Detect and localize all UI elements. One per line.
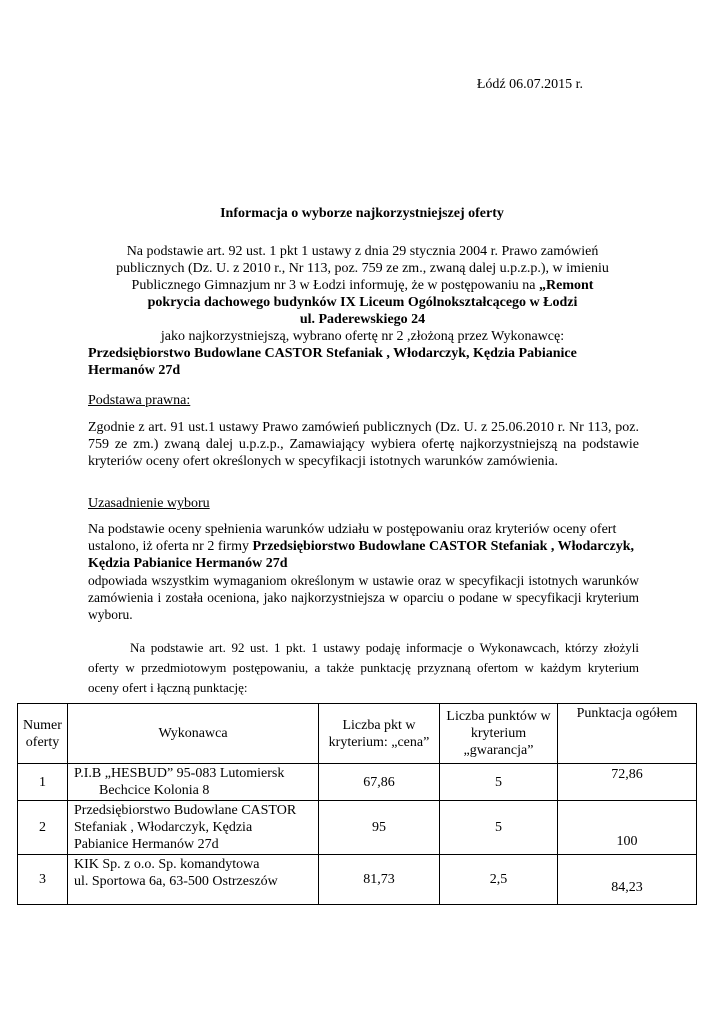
winner-line-2: Hermanów 27d	[88, 363, 181, 378]
contractor-line: Przedsiębiorstwo Budowlane CASTOR	[74, 803, 297, 818]
row-number: 1	[18, 764, 68, 801]
contractor-line: P.I.B „HESBUD” 95-083 Lutomiersk	[74, 766, 285, 781]
legal-basis-heading: Podstawa prawna:	[88, 393, 191, 408]
justification-text-1-bold: Przedsiębiorstwo Budowlane CASTOR Stefaniak , Włodarczyk, Kędzia Pabianice Hermanów 27d	[88, 539, 634, 571]
intro-paragraph	[88, 243, 637, 345]
table-row	[18, 801, 697, 855]
intro-line-1: Na podstawie art. 92 ust. 1 pkt 1 ustawy z dnia 29 stycznia 2004 r. Prawo zamówień	[126, 244, 599, 259]
legal-basis-section	[88, 392, 639, 470]
justification-section	[88, 495, 639, 623]
header-warranty-points: Liczba punktów w kryterium „gwarancja”	[440, 704, 558, 764]
row-contractor	[68, 801, 319, 855]
intro-line-3-bold: „Remont	[539, 278, 594, 293]
offers-table	[17, 703, 697, 905]
row-price-points: 67,86	[319, 764, 440, 801]
row-total-points: 84,23	[558, 855, 697, 905]
contractor-line: Bechcice Kolonia 8	[99, 783, 210, 798]
table-intro-note-text: Na podstawie art. 92 ust. 1 pkt. 1 ustawy podaję informacje o Wykonawcach, którzy złożyli oferty w przedmiotowym postępowaniu, a także punktację przyznaną ofertom w każdym kryterium oceny ofert i łączną punktację:	[88, 640, 639, 695]
table-row	[18, 855, 697, 905]
table-row	[18, 764, 697, 801]
intro-line-6: jako najkorzystniejszą, wybrano ofertę nr 2 ,złożoną przez Wykonawcę:	[160, 329, 565, 344]
contractor-line: KIK Sp. z o.o. Sp. komandytowa	[74, 857, 260, 872]
justification-text-2: odpowiada wszystkim wymaganiom określonym w ustawie oraz w specyfikacji istotnych warunków zamówienia i została oceniona, jako najkorzystniejsza w oparciu o podane w specyfikacji kryterium wyboru.	[88, 573, 639, 622]
row-number: 3	[18, 855, 68, 905]
intro-line-4: pokrycia dachowego budynków IX Liceum Ogólnokształcącego w Łodzi	[147, 295, 578, 310]
header-total-points: Punktacja ogółem	[558, 704, 697, 764]
header-price-points: Liczba pkt w kryterium: „cena”	[319, 704, 440, 764]
selected-contractor	[88, 345, 648, 379]
row-warranty-points: 5	[440, 801, 558, 855]
header-contractor: Wykonawca	[68, 704, 319, 764]
intro-line-3-text: Publicznego Gimnazjum nr 3 w Łodzi informuję, że w postępowaniu na	[131, 278, 540, 293]
justification-heading: Uzasadnienie wyboru	[88, 496, 210, 511]
header-number: Numer oferty	[18, 704, 68, 764]
row-total-points: 72,86	[558, 764, 697, 801]
row-contractor	[68, 764, 319, 801]
document-date: Łódź 06.07.2015 r.	[476, 77, 583, 92]
intro-line-2: publicznych (Dz. U. z 2010 r., Nr 113, poz. 759 ze zm., zwaną dalej u.p.z.p.), w imieniu	[116, 261, 609, 276]
row-price-points: 95	[319, 801, 440, 855]
table-intro-note	[88, 638, 639, 698]
intro-line-5: ul. Paderewskiego 24	[299, 312, 426, 327]
document-title: Informacja o wyborze najkorzystniejszej oferty	[220, 206, 504, 221]
contractor-line: Stefaniak , Włodarczyk, Kędzia	[74, 820, 253, 835]
row-price-points: 81,73	[319, 855, 440, 905]
intro-line-3	[88, 277, 637, 294]
winner-line-1: Przedsiębiorstwo Budowlane CASTOR Stefaniak , Włodarczyk, Kędzia Pabianice	[88, 346, 577, 361]
table-header-row	[18, 704, 697, 764]
row-contractor	[68, 855, 319, 905]
contractor-line: ul. Sportowa 6a, 63-500 Ostrzeszów	[74, 874, 278, 889]
row-total-points: 100	[558, 801, 697, 855]
row-warranty-points: 5	[440, 764, 558, 801]
contractor-line: Pabianice Hermanów 27d	[74, 837, 219, 852]
row-warranty-points: 2,5	[440, 855, 558, 905]
justification-text-1-plain: Na podstawie oceny spełnienia warunków udziału w postępowaniu oraz kryteriów oceny ofert ustalono, iż oferta nr 2 firmy	[88, 522, 617, 554]
row-number: 2	[18, 801, 68, 855]
legal-basis-text: Zgodnie z art. 91 ust.1 ustawy Prawo zamówień publicznych (Dz. U. z 25.06.2010 r. Nr 113, poz. 759 ze zm.) zwaną dalej u.p.z.p., Zamawiający wybiera ofertę najkorzystniejszą na podstawie kryteriów oceny ofert określonych w specyfikacji istotnych warunków zamówienia.	[88, 420, 639, 469]
justification-text-1	[88, 521, 639, 572]
